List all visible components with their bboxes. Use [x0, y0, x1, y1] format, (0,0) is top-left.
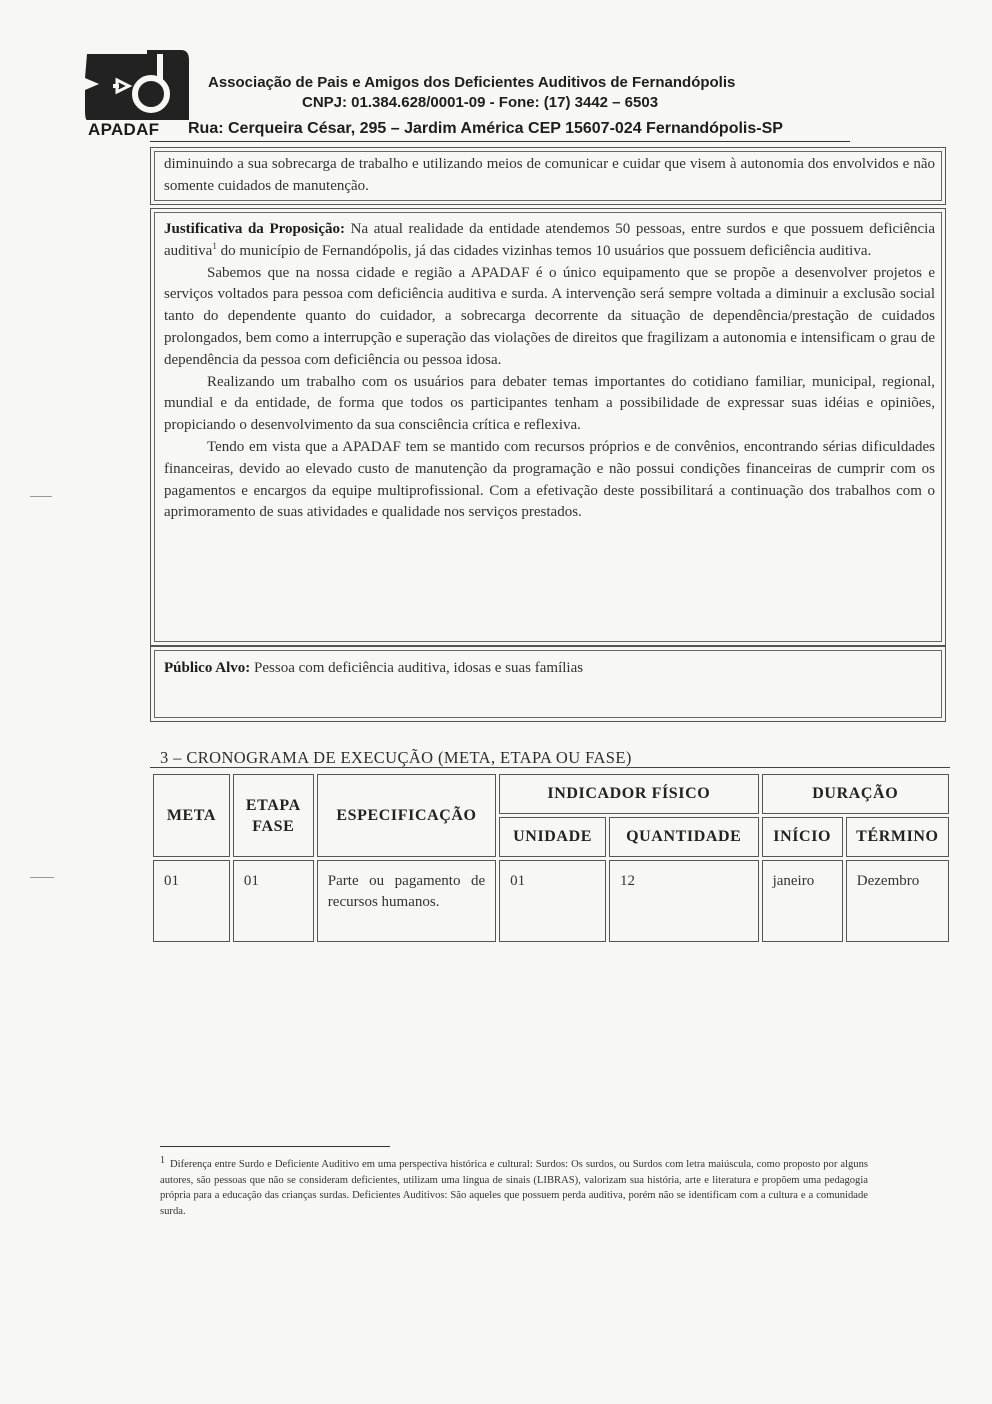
continuation-box — [150, 147, 946, 205]
footnote — [160, 1157, 868, 1219]
publico-alvo-paragraph — [164, 658, 935, 680]
scan-mark — [30, 496, 52, 497]
cell-especificacao: Parte ou pagamento de recursos humanos. — [317, 860, 496, 942]
logo-text: APADAF — [88, 120, 160, 139]
cell-inicio: janeiro — [762, 860, 843, 942]
header-etapa-fase — [233, 774, 314, 857]
cronograma-rule — [150, 767, 950, 768]
address-line: Rua: Cerqueira César, 295 – Jardim América CEP 15607-024 Fernandópolis-SP — [188, 120, 783, 137]
header-termino: TÉRMINO — [846, 817, 949, 857]
header-inicio: INÍCIO — [762, 817, 843, 857]
header-rule — [150, 141, 850, 142]
justificativa-label: Justificativa da Proposição: — [164, 221, 345, 237]
header-etapa: ETAPA — [245, 796, 301, 814]
header-meta: META — [153, 774, 230, 857]
footnote-rule — [160, 1146, 390, 1147]
header-indicador-fisico: INDICADOR FÍSICO — [499, 774, 758, 814]
cronograma-title: 3 – CRONOGRAMA DE EXECUÇÃO (META, ETAPA OU FASE) — [160, 748, 632, 767]
justificativa-paragraph-4: Tendo em vista que a APADAF tem se mantido com recursos próprios e de convênios, encontrando sérias dificuldades financeiras, devido ao elevado custo de manutenção da programação e não possui condições financeiras de cumprir com os pagamentos e encargos da equipe multiprofissional. Com a efetivação deste possibilitará a continuação dos trabalhos com o aprimoramento de suas atividades e qualidade nos serviços prestados. — [164, 438, 935, 521]
cell-termino: Dezembro — [846, 860, 949, 942]
cell-quantidade: 12 — [609, 860, 759, 942]
cronograma-table — [150, 771, 952, 945]
apadaf-logo-icon — [85, 50, 189, 124]
footnote-ref: 1 — [212, 240, 217, 251]
organization-name: Associação de Pais e Amigos dos Deficientes Auditivos de Fernandópolis — [208, 74, 736, 91]
justificativa-paragraph-2: Sabemos que na nossa cidade e região a APADAF é o único equipamento que se propõe a desenvolver projetos e serviços voltados para pessoa com deficiência auditiva e surda. A intervenção será sempre voltada a diminuir a exclusão social tanto do dependente quanto do cuidador, a sobrecarga decorrente da situação de dependência/prestação de cuidados prolongados, bem como a interrupção e superação das violações de direitos que fragilizam a autonomia e intensificam o grau de dependência da pessoa com deficiência ou pessoa idosa. — [164, 264, 935, 368]
publico-alvo-text: Pessoa com deficiência auditiva, idosas e suas famílias — [250, 660, 584, 676]
cell-meta: 01 — [153, 860, 230, 942]
cell-unidade: 01 — [499, 860, 606, 942]
continuation-text: diminuindo a sua sobrecarga de trabalho e utilizando meios de comunicar e cuidar que visem à autonomia dos envolvidos e não somente cuidados de manutenção. — [164, 156, 935, 194]
justificativa-paragraph-1 — [164, 219, 935, 263]
justificativa-text-b: do município de Fernandópolis, já das cidades vizinhas temos 10 usuários que possuem deficiência auditiva. — [216, 242, 872, 259]
justificativa-paragraph-3: Realizando um trabalho com os usuários para debater temas importantes do cotidiano familiar, municipal, regional, mundial e da entidade, de forma que todos os participantes tenham a possibilidade de expressar suas idéias e opiniões, propiciando o desenvolvimento da sua consciência crítica e reflexiva. — [164, 373, 935, 434]
publico-alvo-box — [150, 646, 946, 722]
scan-mark — [30, 877, 54, 878]
justificativa-text-a: Na atual realidade da entidade atendemos 50 pessoas, entre surdos e que possuem deficiência auditiva — [164, 221, 935, 259]
table-row — [153, 860, 949, 942]
cnpj-phone-line: CNPJ: 01.384.628/0001-09 - Fone: (17) 3442 – 6503 — [302, 94, 659, 111]
header-fase: FASE — [252, 817, 295, 835]
footnote-number: 1 — [160, 1155, 165, 1166]
footnote-text: Diferença entre Surdo e Deficiente Auditivo em uma perspectiva histórica e cultural: Surdos: Os surdos, ou Surdos com letra maiúscula, como proposto por alguns autores, são pessoas que não se consideram deficientes, utilizam uma língua de sinais (LIBRAS), valorizam sua história, arte e literatura e propõem uma pedagogia própria para a educação das crianças surdas. Deficientes Auditivos: São aqueles que possuem perda auditiva, porém não se identificam com a cultura e a comunidade surda. — [160, 1159, 868, 1217]
cell-etapa: 01 — [233, 860, 314, 942]
header-quantidade: QUANTIDADE — [609, 817, 759, 857]
header-especificacao: ESPECIFICAÇÃO — [317, 774, 496, 857]
header-duracao: DURAÇÃO — [762, 774, 949, 814]
header-unidade: UNIDADE — [499, 817, 606, 857]
publico-alvo-label: Público Alvo: — [164, 660, 251, 676]
justificativa-box — [150, 208, 946, 646]
